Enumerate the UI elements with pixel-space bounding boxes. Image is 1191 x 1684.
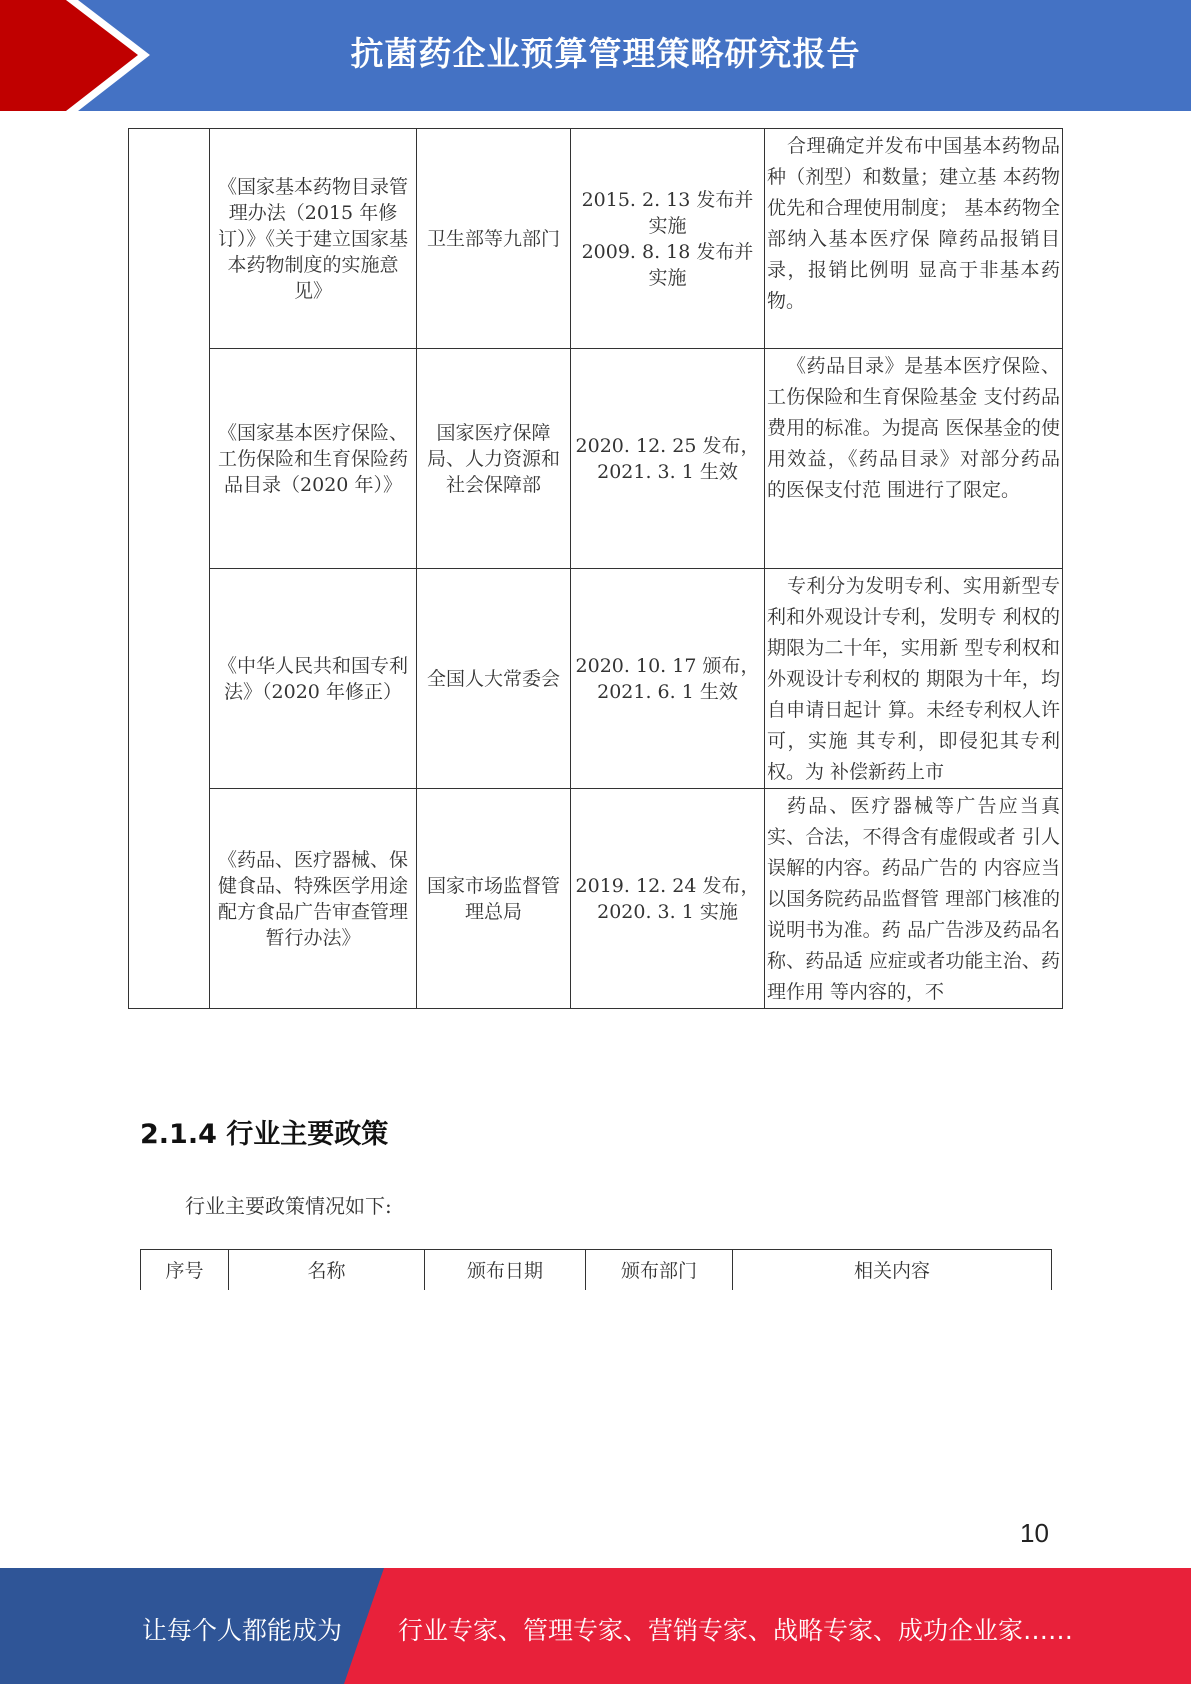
column-header-dept: 颁布部门 — [586, 1250, 733, 1290]
column-header-index: 序号 — [141, 1250, 229, 1290]
column-header-date: 颁布日期 — [425, 1250, 586, 1290]
category-cell — [129, 129, 210, 1009]
column-header-name: 名称 — [229, 1250, 425, 1290]
content-text: 药品、医疗器械等广告应当真实、合法，不得含有虚假或者 引人误解的内容。药品广告的 内容应当以国务院药品监督管 理部门核准的说明书为准。药 品广告涉及药品名称、药品适 应症或者功能主治、药理作用 等内容的，不 — [767, 795, 1060, 1003]
table-row — [129, 129, 1063, 349]
table-row — [129, 349, 1063, 569]
regulation-date — [571, 569, 765, 789]
content-text: 合理确定并发布中国基本药物品种（剂型）和数量；建立基 本药物优先和合理使用制度； 基本药物全部纳入基本医疗保 障药品报销目录，报销比例明 显高于非基本药物。 — [767, 135, 1060, 312]
header-title: 抗菌药企业预算管理策略研究报告 — [350, 34, 861, 73]
regulation-date — [571, 129, 765, 349]
date-line: 2009. 8. 18 发布并 实施 — [581, 240, 754, 289]
content-text: 《药品目录》是基本医疗保险、工伤保险和生育保险基金 支付药品费用的标准。为提高 医保基金的使用效益，《药品目录》对部分药品的医保支付范 围进行了限定。 — [767, 355, 1060, 501]
date-line: 2019. 12. 24 发布， — [575, 874, 760, 897]
date-line: 2020. 3. 1 实施 — [597, 900, 738, 923]
table-row — [129, 789, 1063, 1009]
regulation-table — [128, 128, 1063, 1009]
policy-table-header-row — [141, 1250, 1052, 1290]
date-line: 2015. 2. 13 发布并 实施 — [581, 188, 754, 237]
date-line: 2021. 3. 1 生效 — [597, 460, 738, 483]
regulation-dept: 卫生部等九部门 — [417, 129, 571, 349]
policy-table — [140, 1249, 1052, 1290]
regulation-content — [765, 129, 1063, 349]
content-text: 专利分为发明专利、实用新型专利和外观设计专利，发明专 利权的期限为二十年，实用新 型专利权和外观设计专利权的 期限为十年，均自申请日起计 算。未经专利权人许可，实施 其专利，即侵犯其专利权。为 补偿新药上市 — [767, 575, 1060, 783]
regulation-date — [571, 789, 765, 1009]
footer-slogan-right: 行业专家、管理专家、营销专家、战略专家、成功企业家…… — [398, 1616, 1074, 1645]
regulation-name: 《药品、医疗器械、保健食品、特殊医学用途配方食品广告审查管理暂行办法》 — [210, 789, 417, 1009]
regulation-content — [765, 569, 1063, 789]
regulation-name: 《中华人民共和国专利法》（2020 年修正） — [210, 569, 417, 789]
footer-slogan-left: 让每个人都能成为 — [142, 1616, 343, 1645]
column-header-content: 相关内容 — [733, 1250, 1052, 1290]
date-line: 2020. 10. 17 颁布， — [575, 654, 760, 677]
table-row — [129, 569, 1063, 789]
regulation-content — [765, 789, 1063, 1009]
section-heading: 2.1.4 行业主要政策 — [140, 1119, 389, 1150]
page-header — [0, 0, 1191, 111]
regulation-name: 《国家基本药物目录管理办法（2015 年修订）》《关于建立国家基本药物制度的实施意见》 — [210, 129, 417, 349]
regulation-name: 《国家基本医疗保险、工伤保险和生育保险药品目录（2020 年）》 — [210, 349, 417, 569]
regulation-dept: 全国人大常委会 — [417, 569, 571, 789]
page-footer — [0, 1568, 1191, 1684]
regulation-dept: 国家医疗保障局、人力资源和社会保障部 — [417, 349, 571, 569]
regulation-content — [765, 349, 1063, 569]
regulation-dept: 国家市场监督管理总局 — [417, 789, 571, 1009]
date-line: 2020. 12. 25 发布， — [575, 434, 760, 457]
section-intro: 行业主要政策情况如下: — [185, 1194, 392, 1218]
regulation-date — [571, 349, 765, 569]
date-line: 2021. 6. 1 生效 — [597, 680, 738, 703]
page-number: 10 — [1020, 1518, 1049, 1548]
